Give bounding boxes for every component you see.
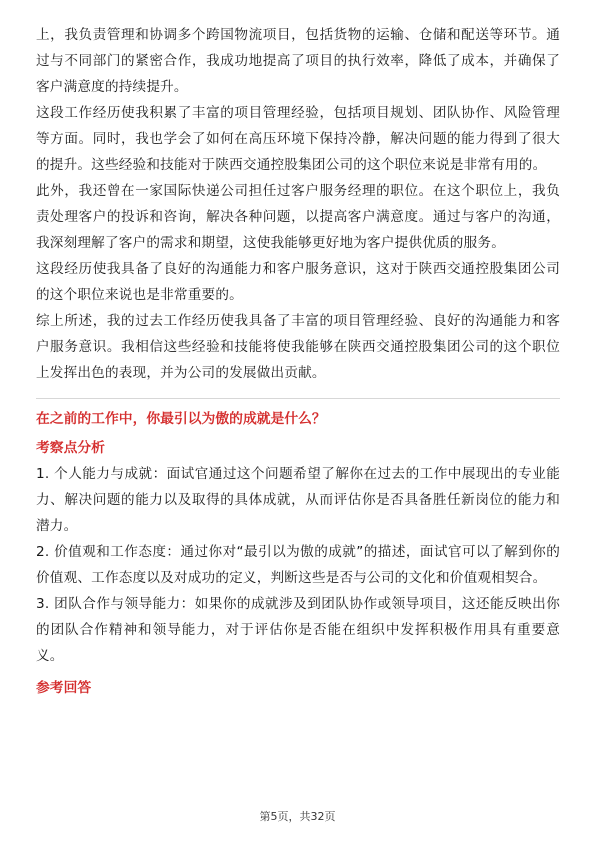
body-paragraph: 这段工作经历使我积累了丰富的项目管理经验，包括项目规划、团队协作、风险管理等方面。同时，我也学会了如何在高压环境下保持冷静，解决问题的能力得到了很大的提升。这些经验和技能对于陕西交通控股集团公司的这个职位来说是非常有用的。 bbox=[36, 105, 560, 173]
section-divider bbox=[36, 398, 560, 399]
analysis-point: 3. 团队合作与领导能力：如果你的成就涉及到团队协作或领导项目，这还能反映出你的团队合作精神和领导能力，对于评估你是否能在组织中发挥积极作用具有重要意义。 bbox=[36, 596, 560, 664]
body-paragraph: 此外，我还曾在一家国际快递公司担任过客户服务经理的职位。在这个职位上，我负责处理客户的投诉和咨询，解决各种问题，以提高客户满意度。通过与客户的沟通，我深刻理解了客户的需求和期望，这使我能够更好地为客户提供优质的服务。 bbox=[36, 183, 560, 251]
body-paragraph: 综上所述，我的过去工作经历使我具备了丰富的项目管理经验、良好的沟通能力和客户服务意识。我相信这些经验和技能将使我能够在陕西交通控股集团公司的这个职位上发挥出色的表现，并为公司的发展做出贡献。 bbox=[36, 313, 560, 381]
document-page bbox=[36, 22, 560, 701]
body-paragraph: 这段经历使我具备了良好的沟通能力和客户服务意识，这对于陕西交通控股集团公司的这个职位来说也是非常重要的。 bbox=[36, 261, 560, 303]
page-footer: 第5页，共32页 bbox=[259, 810, 336, 823]
interview-question: 在之前的工作中，你最引以为傲的成就是什么？ bbox=[36, 411, 326, 427]
answer-heading: 参考回答 bbox=[36, 680, 92, 696]
body-paragraph: 上，我负责管理和协调多个跨国物流项目，包括货物的运输、仓储和配送等环节。通过与不同部门的紧密合作，我成功地提高了项目的执行效率，降低了成本，并确保了客户满意度的持续提升。 bbox=[36, 27, 560, 95]
analysis-heading: 考察点分析 bbox=[36, 440, 105, 456]
analysis-point: 2. 价值观和工作态度：通过你对“最引以为傲的成就”的描述，面试官可以了解到你的价值观、工作态度以及对成功的定义，判断这些是否与公司的文化和价值观相契合。 bbox=[36, 544, 560, 586]
analysis-point: 1. 个人能力与成就：面试官通过这个问题希望了解你在过去的工作中展现出的专业能力、解决问题的能力以及取得的具体成就，从而评估你是否具备胜任新岗位的能力和潜力。 bbox=[36, 466, 560, 534]
